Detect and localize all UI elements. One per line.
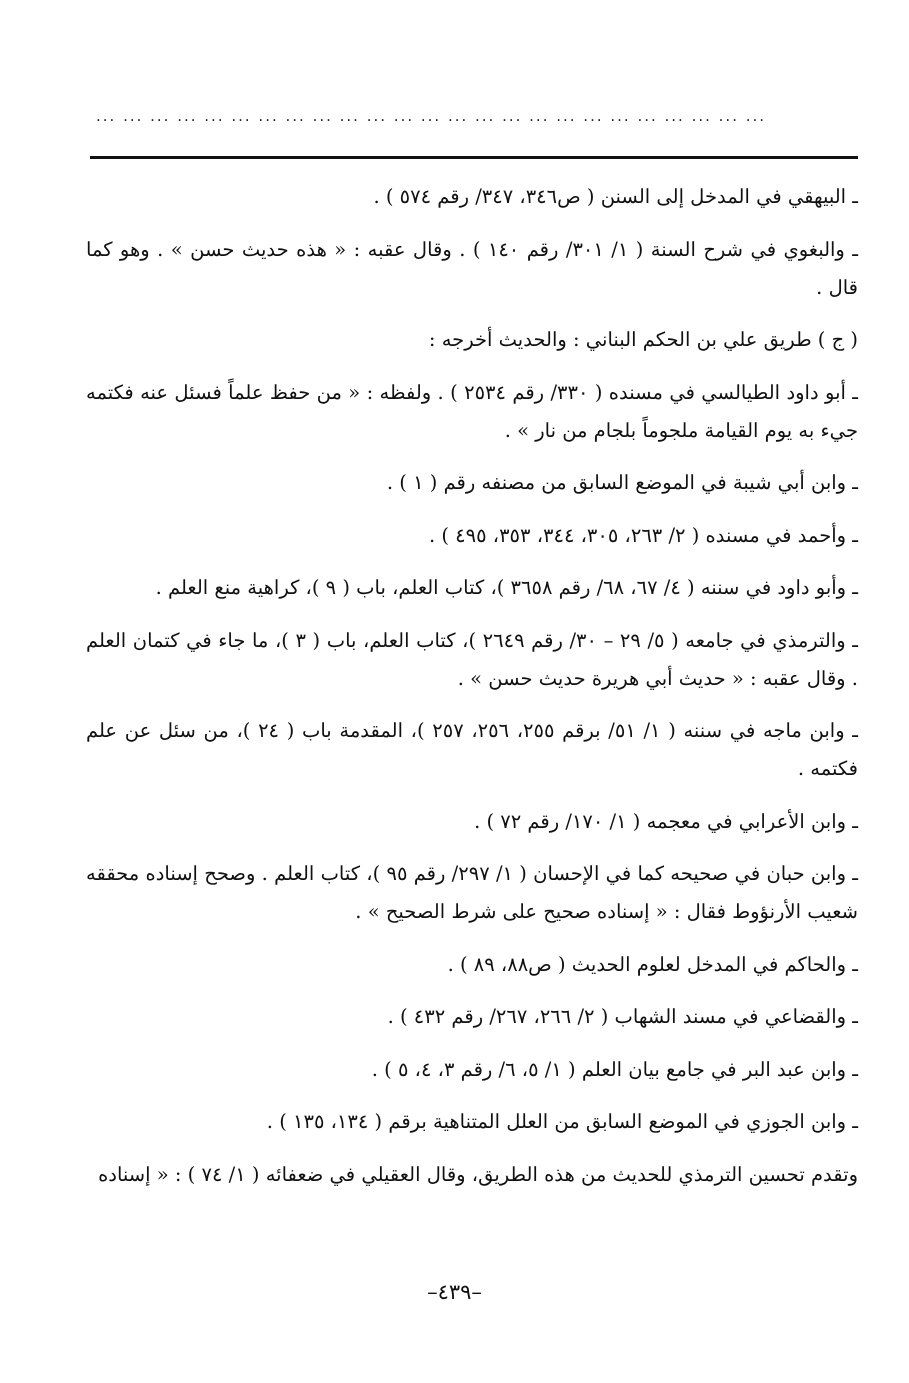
footnote-entry: ـ وابن الجوزي في الموضع السابق من العلل المتناهية برقم ( ١٣٤، ١٣٥ ) . <box>266 1110 858 1133</box>
footnote-entry: ـ وابن حبان في صحيحه كما في الإحسان ( ١/ ٢٩٧/ رقم ٩٥ )، كتاب العلم . وصحح إسناده محققه شعيب الأرنؤوط فقال : « إسناده صحيح على شرط الصحيح » . <box>86 862 858 923</box>
page-number: –٤٣٩– <box>427 1280 482 1304</box>
footnote-entry: ـ والقضاعي في مسند الشهاب ( ٢/ ٢٦٦، ٢٦٧/ رقم ٤٣٢ ) . <box>387 1005 858 1028</box>
footnote-entry: ـ البيهقي في المدخل إلى السنن ( ص٣٤٦، ٣٤٧/ رقم ٥٧٤ ) . <box>373 185 858 208</box>
footnote-entry: ـ وابن عبد البر في جامع بيان العلم ( ١/ ٥، ٦/ رقم ٣، ٤، ٥ ) . <box>371 1057 858 1081</box>
ellipsis-separator: ... ... ... ... ... ... ... ... ... ... ... ... ... ... ... ... ... ... ... ... ... ... ... ... ... <box>96 107 767 125</box>
footnote-text-block <box>86 178 858 1208</box>
footnote-entry: ـ أبو داود الطيالسي في مسنده ( ٣٣٠/ رقم ٢٥٣٤ ) . ولفظه : « من حفظ علماً فسئل عنه فكتمه جيء به يوم القيامة ملجوماً بلجام من نار » . <box>86 380 859 442</box>
footnote-entry: ـ وابن أبي شيبة في الموضع السابق من مصنفه رقم ( ١ ) . <box>386 471 858 494</box>
footnote-divider-line <box>90 156 858 159</box>
footnote-entry: ـ والحاكم في المدخل لعلوم الحديث ( ص٨٨، ٨٩ ) . <box>447 952 858 976</box>
footnote-entry: ـ والبغوي في شرح السنة ( ١/ ٣٠١/ رقم ١٤٠ ) . وقال عقبه : « هذه حديث حسن » . وهو كما قال . <box>86 237 858 299</box>
footnote-entry: ـ وابن الأعرابي في معجمه ( ١/ ١٧٠/ رقم ٧٢ ) . <box>474 809 858 833</box>
footnote-entry: ـ وأحمد في مسنده ( ٢/ ٢٦٣، ٣٠٥، ٣٤٤، ٣٥٣، ٤٩٥ ) . <box>428 523 858 547</box>
footnote-entry: ـ وأبو داود في سننه ( ٤/ ٦٧، ٦٨/ رقم ٣٦٥٨ )، كتاب العلم، باب ( ٩ )، كراهية منع العلم . <box>155 576 858 599</box>
footnote-entry: ـ وابن ماجه في سننه ( ١/ ٥١/ برقم ٢٥٥، ٢٥٦، ٢٥٧ )، المقدمة باب ( ٢٤ )، من سئل عن علم فكتمه . <box>86 719 858 780</box>
footnote-entry: ( ج ) طريق علي بن الحكم البناني : والحديث أخرجه : <box>428 328 858 351</box>
footnote-entry: وتقدم تحسين الترمذي للحديث من هذه الطريق، وقال العقيلي في ضعفائه ( ١/ ٧٤ ) : « إسناده <box>98 1162 858 1186</box>
footnote-entry: ـ والترمذي في جامعه ( ٥/ ٢٩ – ٣٠/ رقم ٢٦٤٩ )، كتاب العلم، باب ( ٣ )، ما جاء في كتمان العلم . وقال عقبه : « حديث أبي هريرة حديث حسن » . <box>86 628 858 690</box>
